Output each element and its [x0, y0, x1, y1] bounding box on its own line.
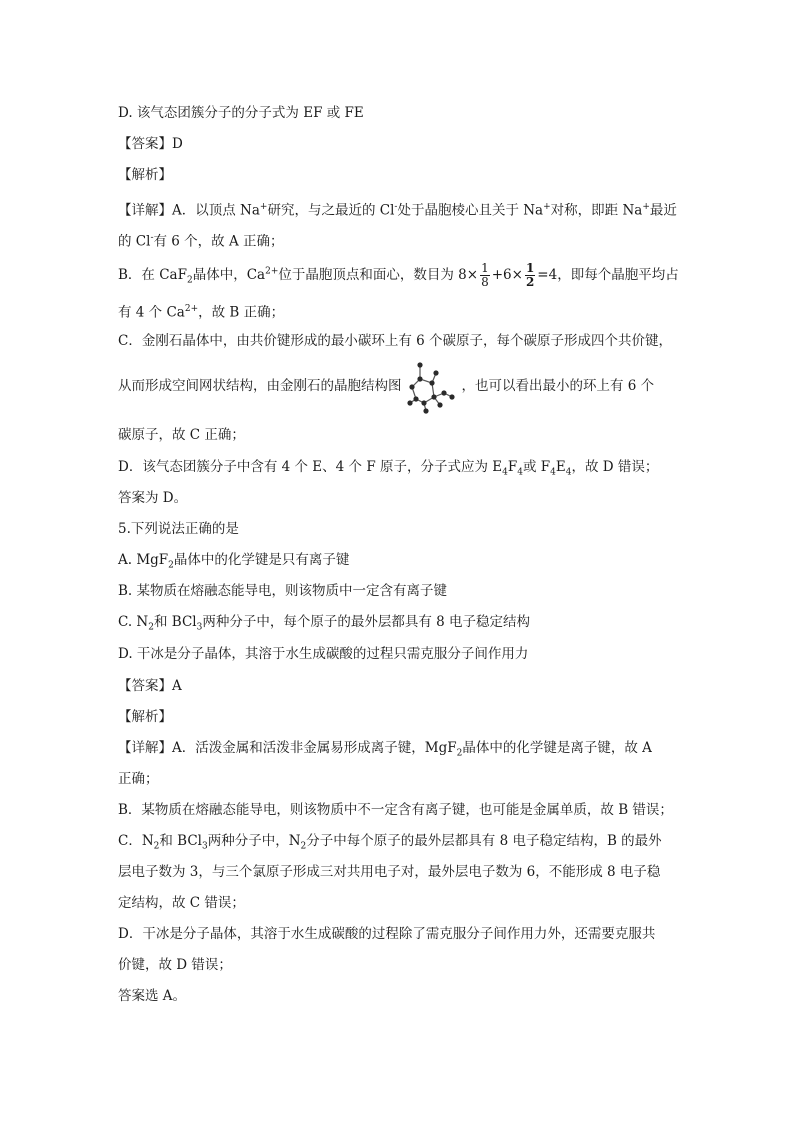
- explanation-d-line: [118, 458, 658, 482]
- explanation-d-line-b-2: [118, 956, 232, 974]
- text: 正确；: [118, 771, 159, 787]
- text: C．金刚石晶体中，由共价键形成的最小碳环上有 6 个碳原子，每个碳原子形成四个共价键，: [118, 333, 672, 349]
- subscript: 4: [550, 467, 556, 478]
- text: 有 4 个 Ca: [118, 304, 185, 321]
- superscript: 2+: [184, 304, 199, 314]
- explanation-c-line-3: [118, 426, 245, 444]
- text: 从而形成空间网状结构，由金刚石的晶胞结构图: [118, 378, 402, 394]
- explanation-c-line-b-3: [118, 894, 245, 912]
- text: 的 Cl: [118, 233, 151, 250]
- option-d: [118, 645, 528, 663]
- text: ，故 B 正确；: [198, 304, 285, 321]
- superscript: -: [150, 233, 154, 243]
- fraction-denominator: 8: [481, 275, 489, 289]
- fraction-one-half: [525, 262, 535, 289]
- text: 【详解】A．活泼金属和活泼非金属易形成离子键，MgF: [118, 740, 457, 756]
- explanation-c-line-b-2: [118, 863, 660, 881]
- text: 【详解】A．以顶点 Na: [118, 202, 260, 219]
- fraction-numerator: 1: [481, 261, 489, 275]
- text: 【解析】: [118, 709, 172, 725]
- text: 定结构，故 C 错误；: [118, 895, 245, 911]
- superscript: -: [394, 202, 398, 212]
- option-b: [118, 582, 447, 600]
- subscript: 2: [153, 841, 160, 852]
- text: 位于晶胞顶点和面心，数目为 8×: [278, 267, 479, 283]
- text: B. 某物质在熔融态能导电，则该物质中一定含有离子键: [118, 583, 448, 599]
- explanation-a-line-b-2: [118, 770, 159, 788]
- text: 和 BCl: [153, 614, 197, 630]
- text: 对称，即距 Na: [550, 202, 643, 219]
- subscript: 2: [456, 748, 463, 759]
- text: C. N: [118, 614, 149, 630]
- superscript: +: [642, 202, 650, 212]
- text: =4，即每个晶胞平均占: [537, 267, 679, 283]
- explanation-b-line-2: [118, 300, 284, 322]
- text: 两种分子中，每个原子的最外层都具有 8 电子稳定结构: [202, 614, 530, 630]
- text: 晶体中的化学键是只有离子键: [173, 552, 350, 568]
- answer-line-2: [118, 677, 182, 695]
- subscript: 3: [202, 841, 208, 852]
- diamond-cell-image: [406, 359, 458, 415]
- explanation-a-line-b: [118, 739, 652, 763]
- text: 有 6 个，故 A 正确；: [153, 233, 284, 250]
- superscript: +: [543, 202, 551, 212]
- text: 碳原子，故 C 正确；: [118, 427, 245, 443]
- text: D．干冰是分子晶体，其溶于水生成碳酸的过程除了需克服分子间作用力外，还需要克服共: [118, 926, 656, 942]
- fraction-denominator: 2: [525, 275, 535, 289]
- text: D．该气态团簇分子中含有 4 个 E、4 个 F 原子，分子式应为 E: [118, 459, 503, 475]
- text: F: [507, 459, 518, 475]
- text: 处于晶胞棱心且关于 Na: [397, 202, 544, 219]
- subscript: 3: [196, 622, 203, 633]
- subscript: 4: [517, 467, 523, 478]
- text: A. MgF: [118, 552, 169, 568]
- superscript: 2+: [265, 266, 279, 277]
- explanation-b-line-b: [118, 801, 673, 819]
- text: 或 F: [522, 459, 551, 475]
- text: 答案选 A。: [118, 988, 187, 1004]
- analysis-heading: [118, 166, 172, 184]
- text: 5.下列说法正确的是: [118, 521, 239, 537]
- text: +6×: [491, 267, 523, 283]
- text: ，故 D 错误；: [571, 459, 659, 475]
- subscript: 2: [300, 841, 307, 852]
- option-a: [118, 551, 349, 575]
- text: 研究，与之最近的 Cl: [267, 202, 395, 219]
- option-c: [118, 613, 530, 637]
- option-d-line: [118, 104, 364, 122]
- explanation-c-line-b: [118, 832, 662, 856]
- subscript: 2: [148, 622, 154, 633]
- question-5-stem: [118, 520, 239, 538]
- text: 晶体中，Ca: [192, 267, 266, 283]
- text: 答案为 D。: [118, 490, 188, 506]
- answer-line: [118, 135, 183, 153]
- subscript: 2: [168, 560, 174, 571]
- fraction-one-eighth: [480, 262, 490, 289]
- explanation-b-line: [118, 262, 679, 290]
- superscript: +: [259, 202, 268, 212]
- analysis-heading-2: [118, 708, 172, 726]
- subscript: 2: [186, 275, 193, 286]
- text: 和 BCl: [159, 833, 202, 849]
- explanation-d-line-b: [118, 925, 655, 943]
- explanation-a-line-2: [118, 229, 284, 251]
- explanation-c-line-2: [118, 358, 654, 415]
- answer-conclusion: [118, 489, 187, 507]
- text: D. 干冰是分子晶体，其溶于水生成碳酸的过程只需克服分子间作用力: [118, 646, 529, 662]
- answer-conclusion-2: [118, 987, 186, 1005]
- explanation-a-line: [118, 198, 677, 220]
- text: B．在 CaF: [118, 267, 187, 283]
- text: 晶体中的化学键是离子键，故 A: [462, 740, 652, 756]
- text: 【答案】A: [118, 678, 182, 694]
- text: 两种分子中，N: [207, 833, 301, 849]
- text: 【解析】: [118, 167, 172, 183]
- explanation-c-line: [118, 332, 672, 350]
- text: D. 该气态团簇分子的分子式为 EF 或 FE: [118, 105, 364, 121]
- text: C．N: [118, 833, 154, 849]
- subscript: 4: [565, 467, 572, 478]
- text: ，也可以看出最小的环上有 6 个: [461, 378, 655, 394]
- text: 分子中每个原子的最外层都具有 8 电子稳定结构，B 的最外: [306, 833, 662, 849]
- text: 【答案】D: [118, 136, 183, 152]
- text: 价键，故 D 错误；: [118, 957, 232, 973]
- text: 最近: [649, 202, 677, 219]
- fraction-numerator: 1: [525, 261, 535, 275]
- text: 层电子数为 3，与三个氯原子形成三对共用电子对，最外层电子数为 6，不能形成 8 电子稳: [118, 864, 661, 880]
- text: B．某物质在熔融态能导电，则该物质中不一定含有离子键，也可能是金属单质，故 B 错误；: [118, 802, 673, 818]
- text: E: [555, 459, 566, 475]
- subscript: 4: [502, 467, 508, 478]
